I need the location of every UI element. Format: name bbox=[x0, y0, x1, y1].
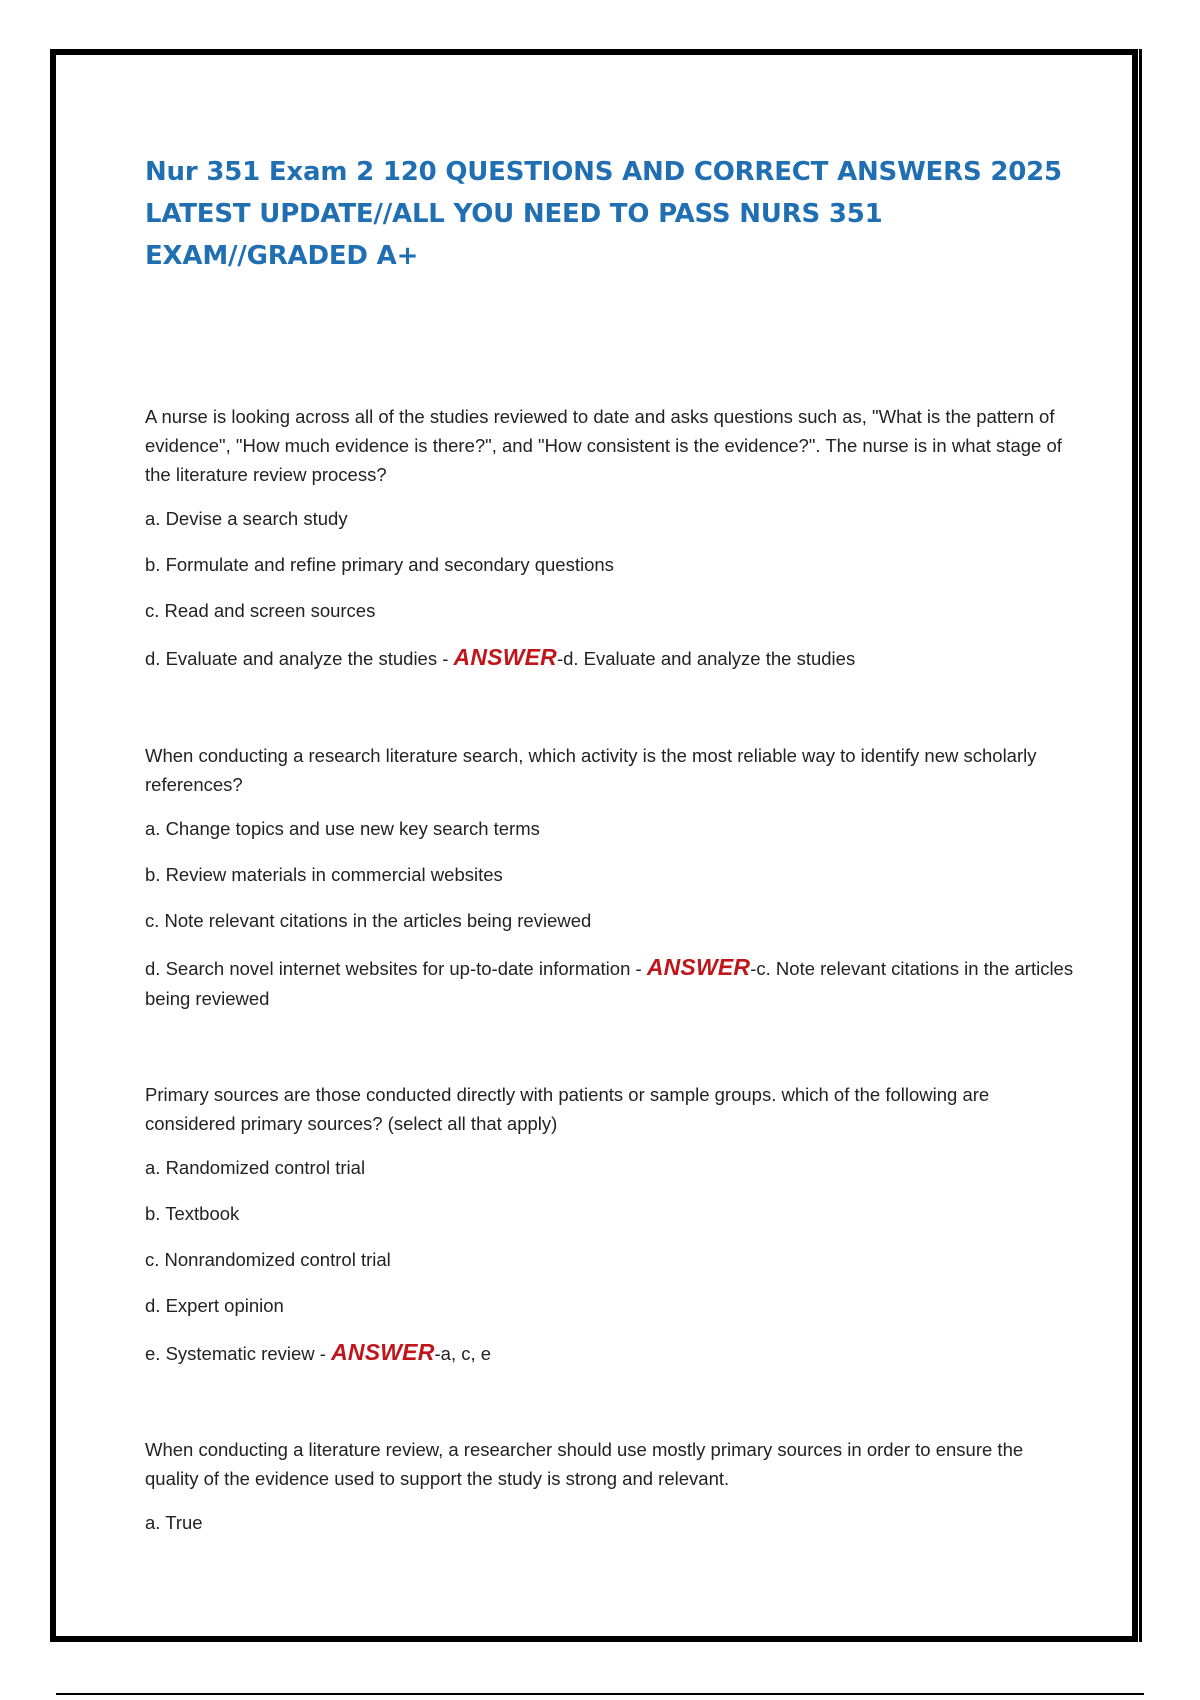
option-c: c. Nonrandomized control trial bbox=[145, 1249, 391, 1270]
option-b: b. Review materials in commercial websites bbox=[145, 864, 503, 885]
question-1 bbox=[145, 402, 1075, 674]
option-a: a. True bbox=[145, 1512, 203, 1533]
answer-text: -d. Evaluate and analyze the studies bbox=[556, 648, 856, 669]
option-a: a. Change topics and use new key search terms bbox=[145, 818, 540, 839]
option-c: c. Note relevant citations in the articles being reviewed bbox=[145, 910, 592, 931]
option-e: e. Systematic review - bbox=[145, 1343, 332, 1364]
option-b: b. Formulate and refine primary and secondary questions bbox=[145, 554, 614, 575]
option-d-with-answer bbox=[145, 952, 1075, 1014]
question-4 bbox=[145, 1435, 1075, 1537]
answer-text: -c. Note relevant citations in the articles being reviewed bbox=[145, 958, 1074, 1009]
bottom-rule bbox=[56, 1693, 1144, 1695]
option-a: a. Randomized control trial bbox=[145, 1157, 366, 1178]
answer-text: -a, c, e bbox=[434, 1343, 492, 1364]
document-content bbox=[145, 151, 1075, 1533]
answer-label: ANSWER bbox=[646, 954, 751, 980]
question-stem: When conducting a literature review, a researcher should use mostly primary sources in order to ensure the quality of the evidence used to support the study is strong and relevant. bbox=[145, 1439, 1024, 1489]
question-stem: When conducting a research literature search, which activity is the most reliable way to identify new scholarly references? bbox=[145, 745, 1037, 795]
option-d: d. Evaluate and analyze the studies - bbox=[145, 648, 454, 669]
option-b: b. Textbook bbox=[145, 1203, 240, 1224]
question-2 bbox=[145, 741, 1075, 1014]
answer-label: ANSWER bbox=[453, 644, 557, 670]
option-e-with-answer bbox=[145, 1337, 1075, 1369]
option-c: c. Read and screen sources bbox=[145, 600, 376, 621]
question-stem: A nurse is looking across all of the studies reviewed to date and asks questions such as, "What is the pattern of evidence", "How much evidence is there?", and "How consistent is the evidence?". The nurse is in what stage of the literature review process? bbox=[145, 406, 1062, 485]
question-stem: Primary sources are those conducted directly with patients or sample groups. which of the following are considered primary sources? (select all that apply) bbox=[145, 1084, 990, 1134]
option-d: d. Search novel internet websites for up-to-date information - bbox=[145, 958, 647, 979]
answer-label: ANSWER bbox=[331, 1339, 435, 1365]
page-frame bbox=[50, 49, 1138, 1642]
option-a: a. Devise a search study bbox=[145, 508, 348, 529]
document-title: Nur 351 Exam 2 120 QUESTIONS AND CORRECT ANSWERS 2025 LATEST UPDATE//ALL YOU NEED TO PASS NURS 351 EXAM//GRADED A+ bbox=[145, 157, 1062, 271]
question-3 bbox=[145, 1080, 1075, 1369]
option-d-with-answer bbox=[145, 642, 1075, 674]
option-d: d. Expert opinion bbox=[145, 1295, 284, 1316]
